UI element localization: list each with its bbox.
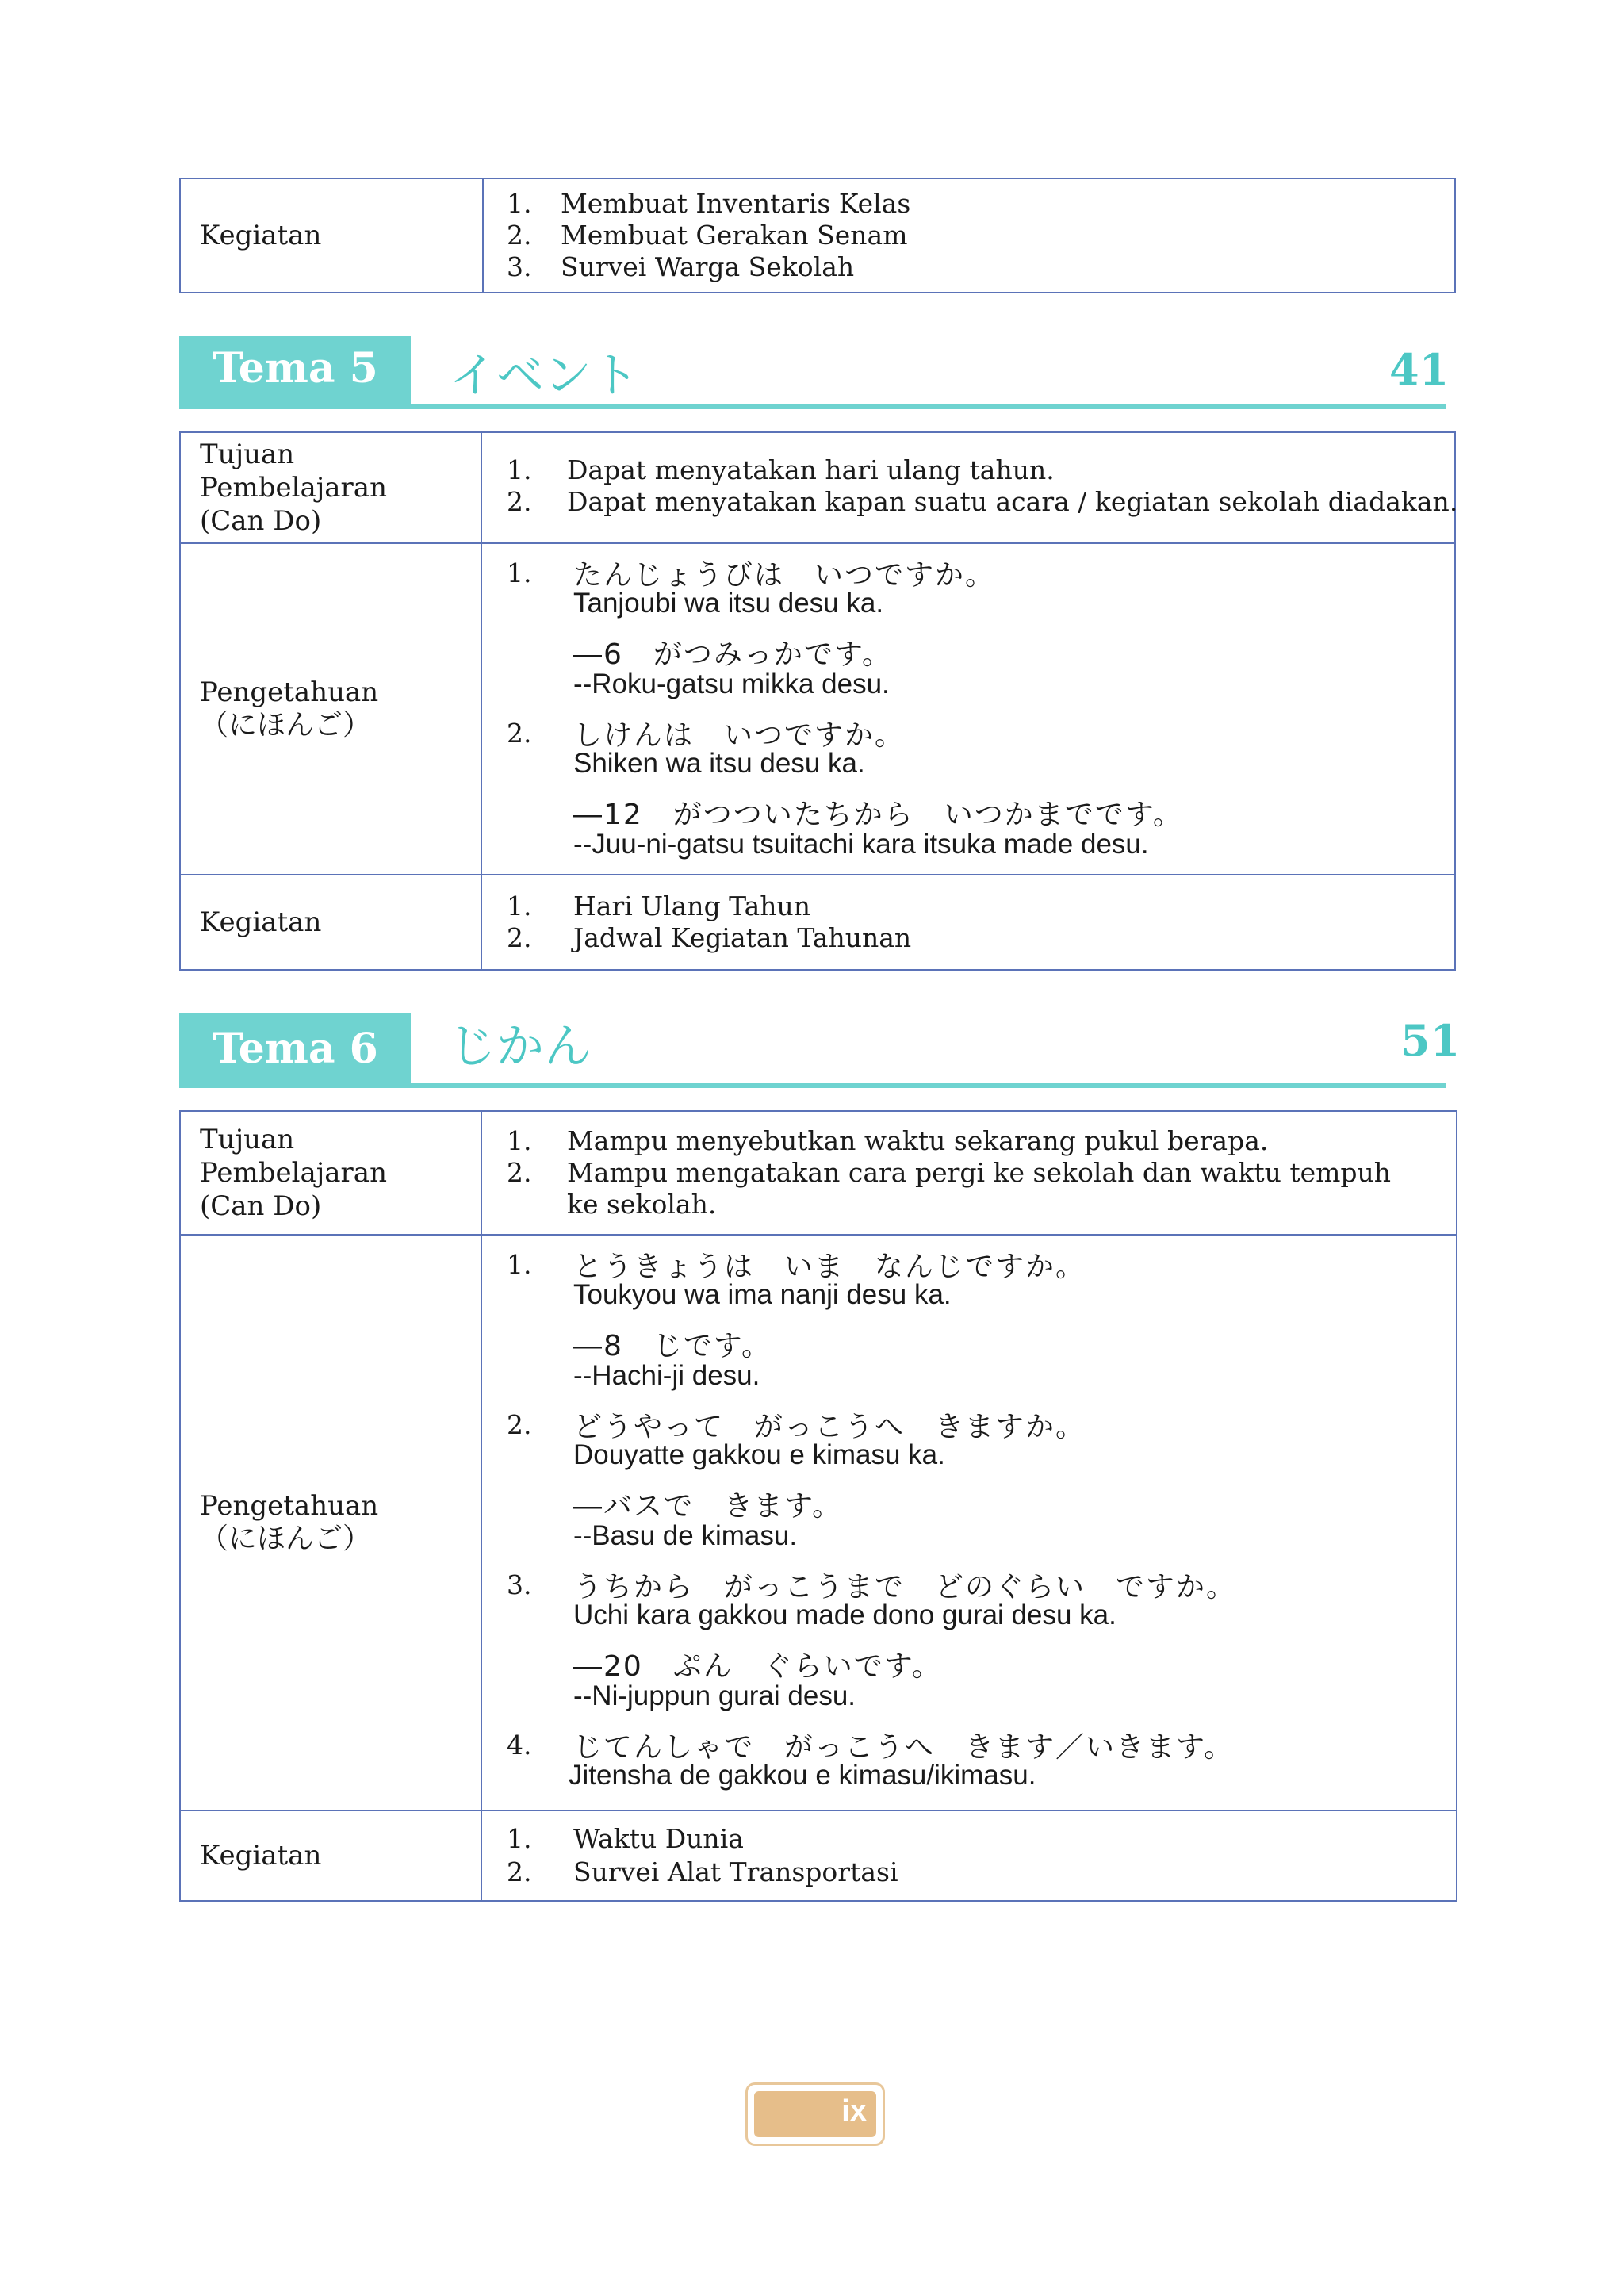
kegiatan-label: Kegiatan [180,178,483,293]
pengetahuan-list: 1. とうきょうは いま なんじですか。 Toukyou wa ima nanji desu ka. ―8 じです。 --Hachi-ji desu. 2. どうやって がっこうへ きますか。 Douyatte gakkou e kimasu ka. ―バスで きます。 --Basu de kimasu. 3. うちから がっこうまで どのぐらい ですか。 Uchi kara gakkou made dono gurai desu ka. ―20 ぷん ぐらいです。 --Ni-juppun gurai desu. 4. じてんしゃで がっこうへ きます／いきます。 Jitensha de gakkou e kimasu/ikimasu. [481,1235,1457,1810]
kegiatan-list: 1. Membuat Inventaris Kelas 2. Membuat Gerakan Senam 3. Survei Warga Sekolah [483,178,1455,293]
tujuan-list: 1. Dapat menyatakan hari ulang tahun. 2. Dapat menyatakan kapan suatu acara / kegiatan sekolah diadakan. [481,432,1455,543]
kegiatan-table-tema4 [179,178,1456,293]
pengetahuan-label: Pengetahuan （にほんご） [180,1235,481,1810]
tujuan-label: Tujuan Pembelajaran (Can Do) [180,1111,481,1235]
tema-6-page-number: 51 [1400,1015,1461,1066]
tema-6-table [179,1110,1457,1902]
tema-6-underline [411,1083,1446,1088]
tema-5-table [179,431,1456,971]
tujuan-label: Tujuan Pembelajaran (Can Do) [180,432,481,543]
pengetahuan-label: Pengetahuan （にほんご） [180,543,481,875]
tujuan-list: 1. Mampu menyebutkan waktu sekarang pukul berapa. 2. Mampu mengatakan cara pergi ke sekolah dan waktu tempuh ke sekolah. [481,1111,1457,1235]
tema-5-underline [411,404,1446,409]
tema-6-title: じかん [449,1019,592,1075]
tema-5-tab: Tema 5 [179,336,411,409]
kegiatan-list: 1. Waktu Dunia 2. Survei Alat Transportasi [481,1810,1457,1901]
tema-5-title: イベント [449,348,639,404]
pengetahuan-list: 1. たんじょうびは いつですか。 Tanjoubi wa itsu desu ka. ―6 がつみっかです。 --Roku-gatsu mikka desu. 2. しけんは いつですか。 Shiken wa itsu desu ka. ―12 がつついたちから いつかまでです。 --Juu-ni-gatsu tsuitachi kara itsuka made desu. [481,543,1455,875]
kegiatan-label: Kegiatan [180,875,481,970]
page-number: ix [841,2094,867,2128]
kegiatan-list: 1. Hari Ulang Tahun 2. Jadwal Kegiatan Tahunan [481,875,1455,970]
page-number-box [745,2082,885,2146]
kegiatan-label: Kegiatan [180,1810,481,1901]
tema-6-tab: Tema 6 [179,1013,411,1088]
tema-5-page-number: 41 [1389,344,1450,395]
